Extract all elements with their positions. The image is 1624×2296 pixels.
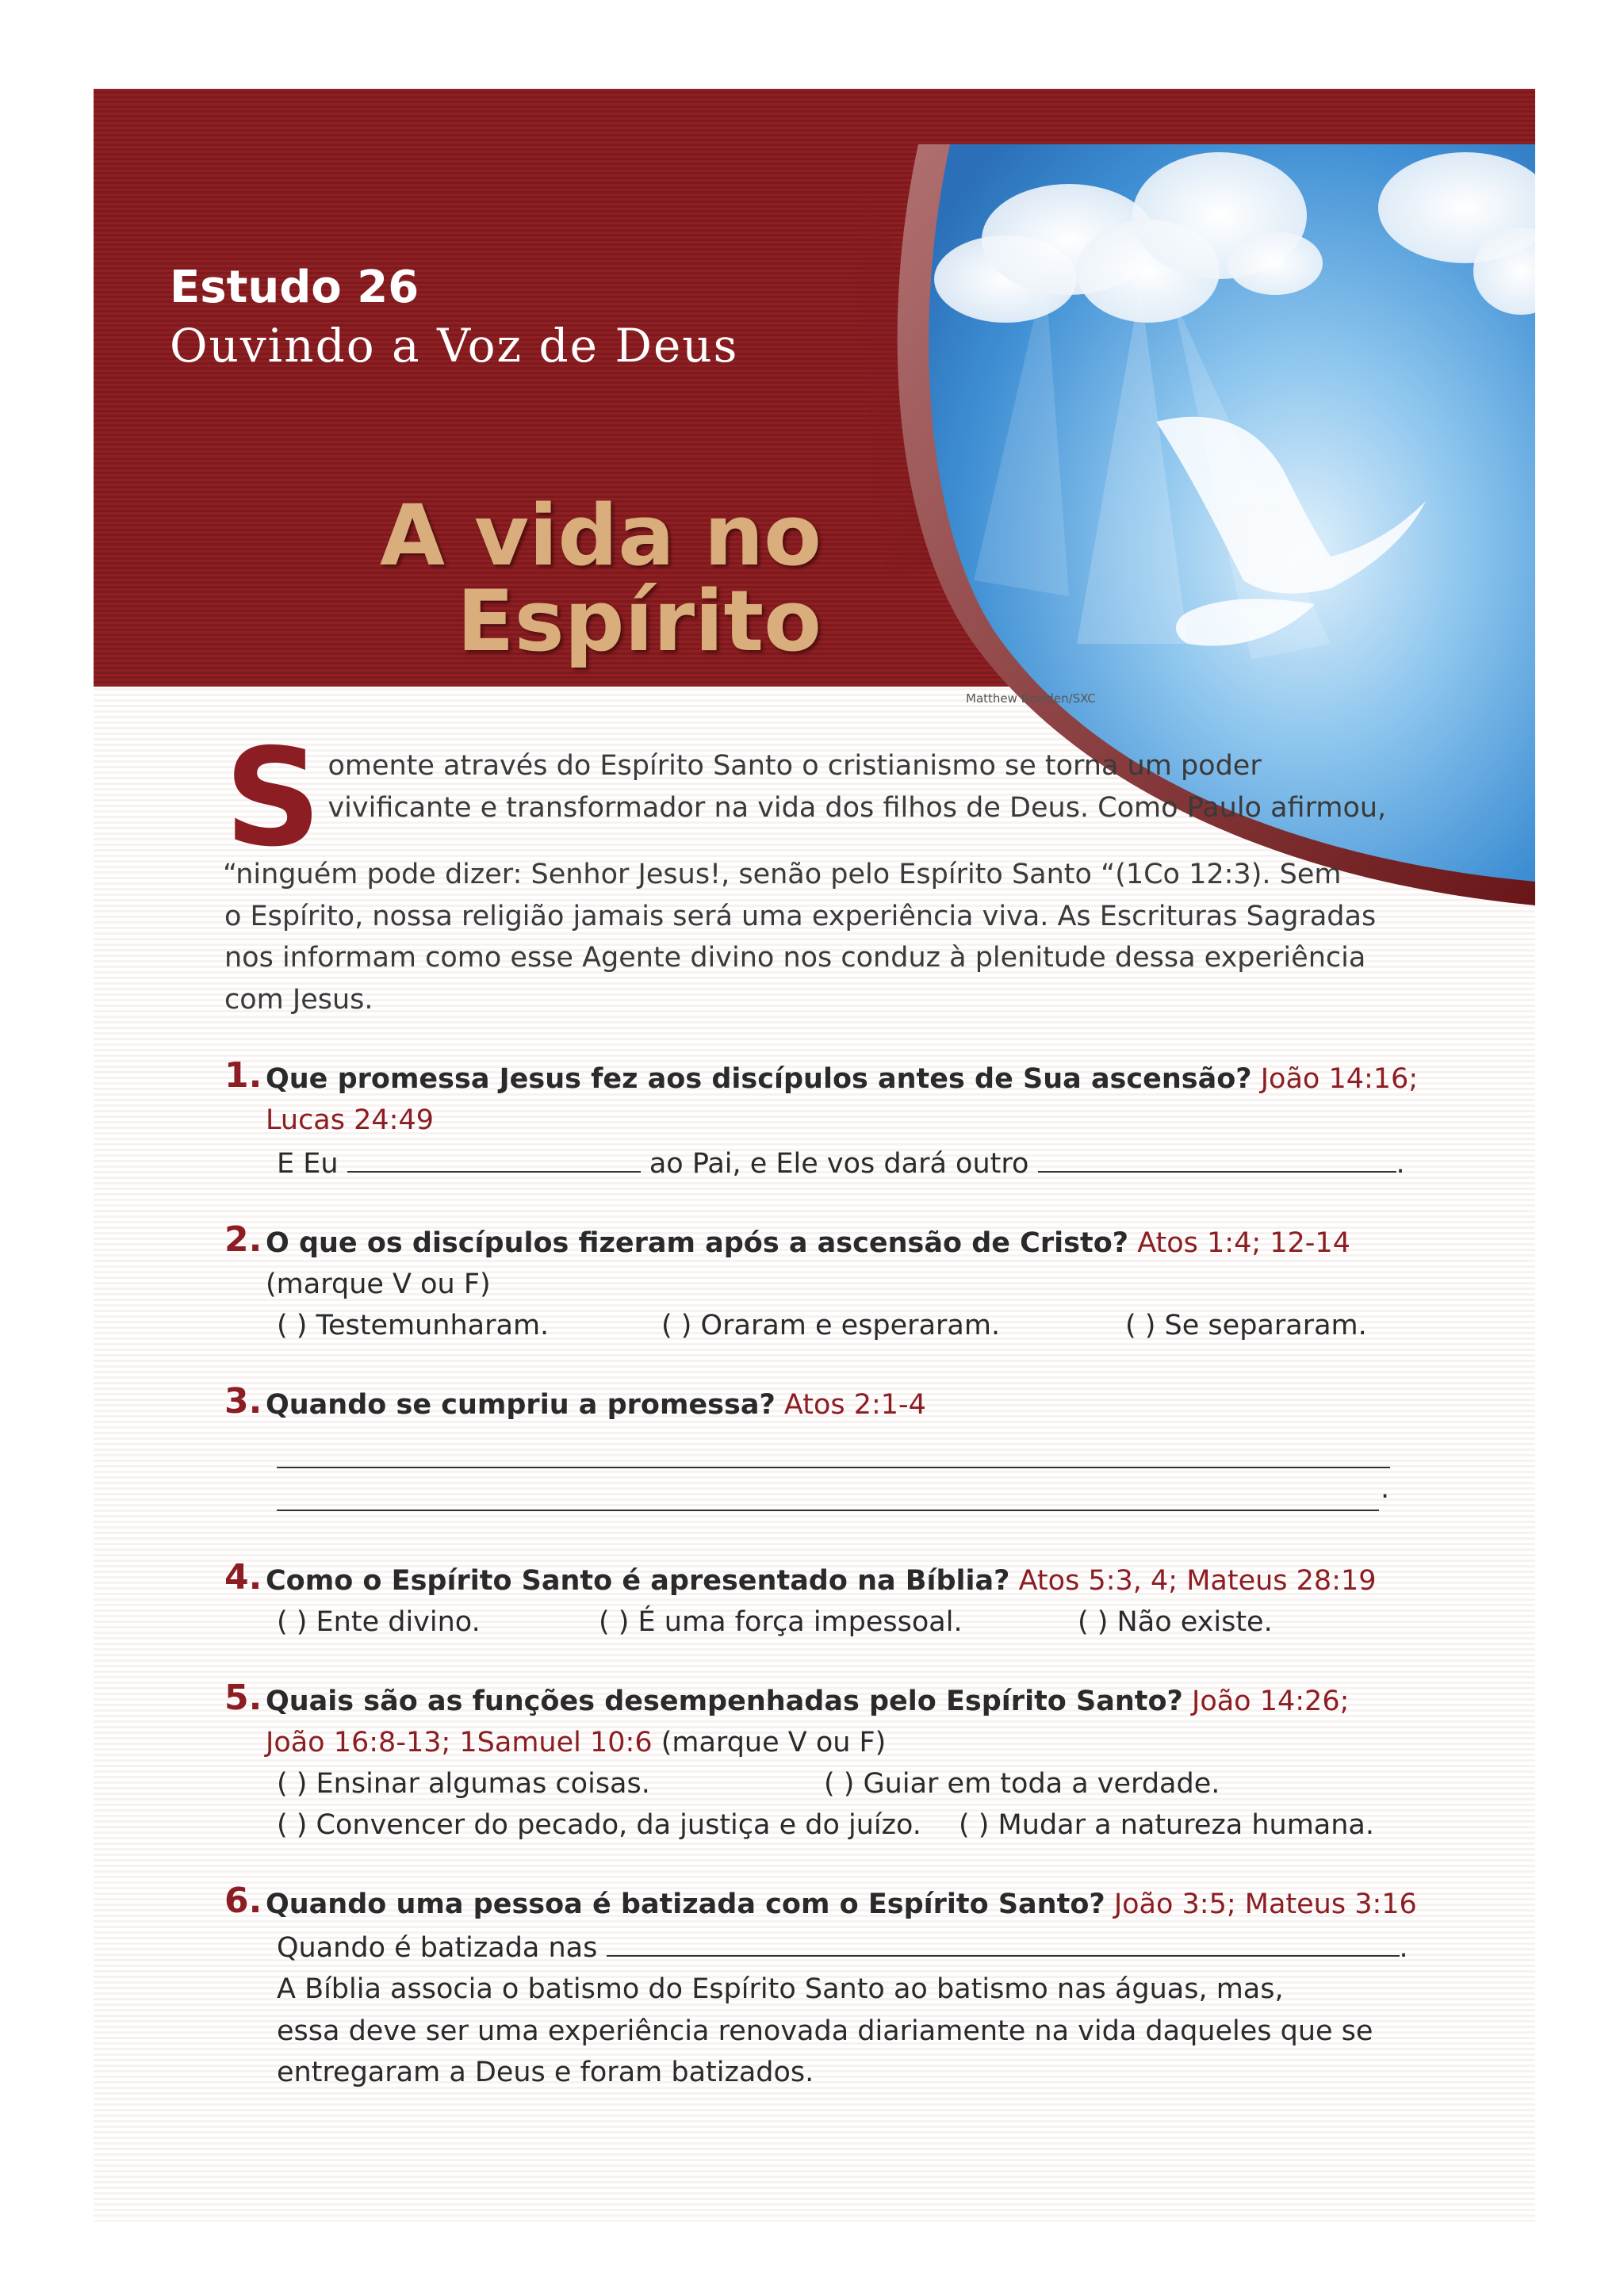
bible-reference: Atos 5:3, 4; Mateus 28:19 xyxy=(1018,1565,1377,1597)
answer-prompt: ao Pai, e Ele vos dará outro xyxy=(649,1148,1029,1180)
study-series-title: Ouvindo a Voz de Deus xyxy=(170,319,739,373)
checkbox-option[interactable]: ( ) Se separaram. xyxy=(1125,1310,1367,1341)
question-note: (marque V ou F) xyxy=(266,1269,491,1300)
question-number: 3. xyxy=(224,1381,262,1422)
checkbox-option[interactable]: ( ) Ensinar algumas coisas. xyxy=(277,1768,650,1800)
checkbox-option[interactable]: ( ) Não existe. xyxy=(1078,1606,1273,1638)
answer-blank[interactable] xyxy=(347,1141,641,1173)
question-text: Que promessa Jesus fez aos discípulos antes de Sua ascensão? xyxy=(266,1063,1252,1095)
intro-line: nos informam como esse Agente divino nos conduz à plenitude dessa experiência xyxy=(224,942,1366,974)
paragraph-line: entregaram a Deus e foram batizados. xyxy=(277,2057,814,2088)
checkbox-option[interactable]: ( ) Ente divino. xyxy=(277,1606,481,1638)
checkbox-option[interactable]: ( ) Mudar a natureza humana. xyxy=(959,1809,1374,1841)
question-text: Quando uma pessoa é batizada com o Espírito Santo? xyxy=(266,1888,1105,1920)
question-note: (marque V ou F) xyxy=(661,1727,887,1758)
page-title-line2: Espírito xyxy=(457,572,822,670)
bible-reference: Atos 2:1-4 xyxy=(783,1389,926,1421)
answer-blank[interactable] xyxy=(607,1925,1400,1957)
answer-blank[interactable] xyxy=(277,1468,1379,1511)
answer-blank[interactable] xyxy=(1038,1141,1396,1173)
question-text: Como o Espírito Santo é apresentado na Bíblia? xyxy=(266,1565,1010,1597)
question-text: Quais são as funções desempenhadas pelo Espírito Santo? xyxy=(266,1686,1183,1717)
question-number: 6. xyxy=(224,1881,262,1921)
options-row xyxy=(224,1804,1469,1846)
study-content xyxy=(223,720,1469,2094)
question-2 xyxy=(224,1219,1469,1346)
page-title-line1: A vida no xyxy=(380,487,822,584)
checkbox-option[interactable]: ( ) Oraram e esperaram. xyxy=(661,1310,1001,1341)
question-1 xyxy=(224,1055,1469,1184)
bible-reference: João 14:26; xyxy=(1192,1686,1350,1717)
checkbox-option[interactable]: ( ) É uma força impessoal. xyxy=(599,1606,963,1638)
answer-period: . xyxy=(1381,1473,1390,1505)
page-title xyxy=(380,487,822,670)
intro-line: o Espírito, nossa religião jamais será uma experiência viva. As Escrituras Sagradas xyxy=(224,900,1377,932)
explanation-paragraph xyxy=(224,1969,1469,2094)
study-page xyxy=(94,89,1535,2221)
paragraph-line: essa deve ser uma experiência renovada diariamente na vida daqueles que se xyxy=(277,2015,1373,2047)
options-row xyxy=(224,1305,1469,1346)
intro-line: “ninguém pode dizer: Senhor Jesus!, senão pelo Espírito Santo “(1Co 12:3). Sem xyxy=(223,859,1342,890)
question-number: 1. xyxy=(224,1055,262,1096)
intro-line: com Jesus. xyxy=(224,983,373,1016)
bible-reference: Lucas 24:49 xyxy=(266,1104,434,1136)
intro-line: omente através do Espírito Santo o cristianismo se torna um poder xyxy=(327,750,1262,782)
answer-prompt: Quando é batizada nas xyxy=(277,1932,598,1964)
photo-credit: Matthew Bowden/SXC xyxy=(966,691,1096,706)
answer-line xyxy=(224,1925,1469,1969)
question-number: 5. xyxy=(224,1678,262,1718)
checkbox-option[interactable]: ( ) Convencer do pecado, da justiça e do juízo. xyxy=(277,1809,921,1841)
answer-blank[interactable] xyxy=(277,1425,1390,1468)
question-text: Quando se cumpriu a promessa? xyxy=(266,1389,776,1421)
answer-prompt: E Eu xyxy=(277,1148,339,1180)
question-5 xyxy=(224,1678,1469,1846)
bible-reference: João 3:5; Mateus 3:16 xyxy=(1113,1888,1417,1920)
answer-line xyxy=(224,1141,1469,1184)
question-3 xyxy=(224,1381,1469,1511)
question-number: 2. xyxy=(224,1219,262,1260)
checkbox-option[interactable]: ( ) Testemunharam. xyxy=(277,1310,550,1341)
bible-reference: Atos 1:4; 12-14 xyxy=(1137,1227,1350,1259)
question-4 xyxy=(224,1557,1469,1643)
checkbox-option[interactable]: ( ) Guiar em toda a verdade. xyxy=(824,1768,1220,1800)
intro-dropcap: S xyxy=(224,720,322,877)
bible-reference: João 16:8-13; 1Samuel 10:6 xyxy=(266,1727,653,1758)
answer-period: . xyxy=(1396,1148,1405,1180)
question-6 xyxy=(224,1881,1469,2094)
intro-paragraph xyxy=(223,720,1469,1020)
study-number: Estudo 26 xyxy=(170,262,419,313)
question-text: O que os discípulos fizeram após a ascensão de Cristo? xyxy=(266,1227,1129,1259)
options-row xyxy=(224,1763,1469,1804)
bible-reference: João 14:16; xyxy=(1260,1063,1419,1095)
intro-line: vivificante e transformador na vida dos filhos de Deus. Como Paulo afirmou, xyxy=(327,791,1387,824)
question-number: 4. xyxy=(224,1557,262,1598)
options-row xyxy=(224,1601,1469,1643)
answer-period: . xyxy=(1399,1932,1408,1964)
paragraph-line: A Bíblia associa o batismo do Espírito Santo ao batismo nas águas, mas, xyxy=(277,1973,1284,2005)
